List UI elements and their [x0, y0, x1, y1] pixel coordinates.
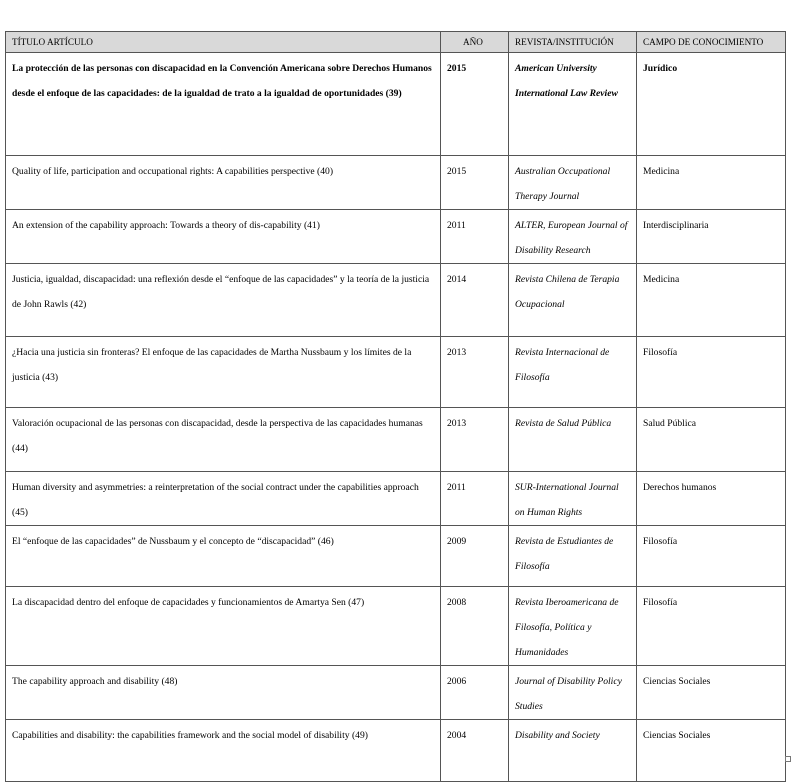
cell-title: ¿Hacia una justicia sin fronteras? El enfoque de las capacidades de Martha Nussbaum y los límites de la justicia (43)	[6, 337, 441, 408]
table-resize-handle[interactable]	[785, 756, 791, 762]
cell-journal: ALTER, European Journal of Disability Research	[509, 210, 637, 264]
cell-year: 2015	[441, 156, 509, 210]
cell-field: Salud Pública	[637, 408, 786, 472]
cell-title: Justicia, igualdad, discapacidad: una reflexión desde el “enfoque de las capacidades” y la teoría de la justicia de John Rawls (42)	[6, 264, 441, 337]
cell-field: Medicina	[637, 264, 786, 337]
cell-field: Derechos humanos	[637, 472, 786, 526]
table-row	[6, 264, 786, 337]
table-header-row	[6, 32, 786, 53]
cell-year: 2011	[441, 210, 509, 264]
table-row	[6, 53, 786, 156]
table-row	[6, 210, 786, 264]
table-row	[6, 337, 786, 408]
cell-title: Valoración ocupacional de las personas con discapacidad, desde la perspectiva de las capacidades humanas (44)	[6, 408, 441, 472]
cell-field: Jurídico	[637, 53, 786, 156]
cell-field: Ciencias Sociales	[637, 666, 786, 720]
cell-journal: Journal of Disability Policy Studies	[509, 666, 637, 720]
cell-journal: Revista Iberoamericana de Filosofía, Política y Humanidades	[509, 587, 637, 666]
cell-title: The capability approach and disability (48)	[6, 666, 441, 720]
cell-title: Quality of life, participation and occupational rights: A capabilities perspective (40)	[6, 156, 441, 210]
cell-journal: Revista Chilena de Terapia Ocupacional	[509, 264, 637, 337]
cell-journal: Revista de Estudiantes de Filosofía	[509, 526, 637, 587]
cell-year: 2015	[441, 53, 509, 156]
cell-title: La protección de las personas con discapacidad en la Convención Americana sobre Derechos Humanos desde el enfoque de las capacidades: de la igualdad de trato a la igualdad de oportunidades (39)	[6, 53, 441, 156]
cell-field: Ciencias Sociales	[637, 720, 786, 782]
cell-journal: Disability and Society	[509, 720, 637, 782]
cell-year: 2013	[441, 408, 509, 472]
header-field: CAMPO DE CONOCIMIENTO	[637, 32, 786, 53]
articles-table	[5, 31, 786, 782]
table-row	[6, 156, 786, 210]
cell-journal: SUR-International Journal on Human Rights	[509, 472, 637, 526]
cell-title: Human diversity and asymmetries: a reinterpretation of the social contract under the capabilities approach (45)	[6, 472, 441, 526]
cell-field: Medicina	[637, 156, 786, 210]
header-title: TÍTULO ARTÍCULO	[6, 32, 441, 53]
header-journal: REVISTA/INSTITUCIÓN	[509, 32, 637, 53]
cell-year: 2013	[441, 337, 509, 408]
cell-journal: Revista Internacional de Filosofía	[509, 337, 637, 408]
cell-title: El “enfoque de las capacidades” de Nussbaum y el concepto de “discapacidad” (46)	[6, 526, 441, 587]
cell-title: Capabilities and disability: the capabilities framework and the social model of disability (49)	[6, 720, 441, 782]
cell-title: La discapacidad dentro del enfoque de capacidades y funcionamientos de Amartya Sen (47)	[6, 587, 441, 666]
cell-year: 2011	[441, 472, 509, 526]
header-year: AÑO	[441, 32, 509, 53]
cell-journal: Revista de Salud Pública	[509, 408, 637, 472]
cell-field: Filosofía	[637, 337, 786, 408]
table-row	[6, 408, 786, 472]
cell-year: 2009	[441, 526, 509, 587]
cell-year: 2008	[441, 587, 509, 666]
cell-year: 2014	[441, 264, 509, 337]
cell-field: Interdisciplinaria	[637, 210, 786, 264]
table-row	[6, 526, 786, 587]
table-row	[6, 666, 786, 720]
cell-field: Filosofía	[637, 587, 786, 666]
table-row	[6, 472, 786, 526]
table-row	[6, 720, 786, 782]
cell-year: 2006	[441, 666, 509, 720]
cell-journal: Australian Occupational Therapy Journal	[509, 156, 637, 210]
cell-journal: American University International Law Review	[509, 53, 637, 156]
cell-title: An extension of the capability approach: Towards a theory of dis-capability (41)	[6, 210, 441, 264]
cell-field: Filosofía	[637, 526, 786, 587]
table-row	[6, 587, 786, 666]
cell-year: 2004	[441, 720, 509, 782]
